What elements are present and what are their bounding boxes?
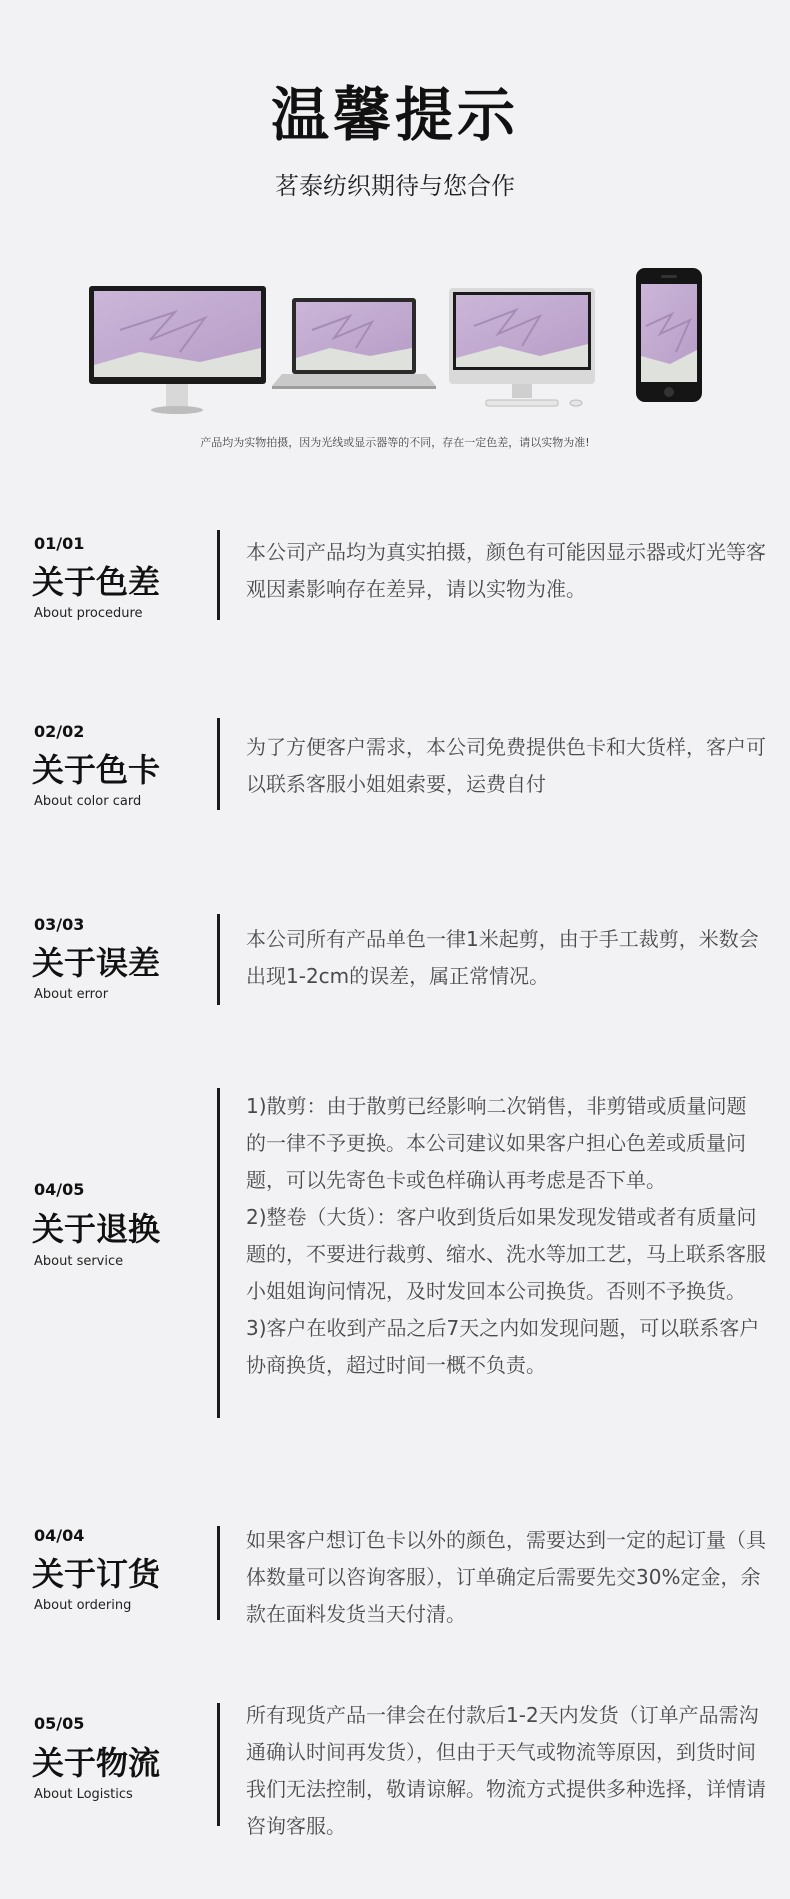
- section-paragraph: 2)整卷（大货）：客户收到货后如果发现发错或者有质量问题的，不要进行裁剪、缩水、洗水等加工艺，马上联系客服小姐姐询问情况，及时发回本公司换货。否则不予换货。: [246, 1205, 766, 1303]
- section-paragraph: 为了方便客户需求，本公司免费提供色卡和大货样，客户可以联系客服小姐姐索要，运费自付: [246, 735, 766, 796]
- desktop-monitor-icon: [89, 286, 266, 414]
- section-divider: [217, 1526, 220, 1620]
- section-number: 04/05: [34, 1180, 85, 1199]
- section-divider: [217, 1703, 220, 1826]
- section-paragraph: 1)散剪：由于散剪已经影响二次销售，非剪错或质量问题的一律不予更换。本公司建议如果客户担心色差或质量问题，可以先寄色卡或色样确认再考虑是否下单。: [246, 1094, 747, 1192]
- section-divider: [217, 1088, 220, 1418]
- section-title: 关于订货: [32, 1555, 161, 1593]
- laptop-icon: [272, 298, 436, 389]
- section-title: 关于物流: [32, 1744, 161, 1782]
- section-paragraph: 本公司产品均为真实拍摄，颜色有可能因显示器或灯光等客观因素影响存在差异，请以实物为准。: [246, 540, 766, 601]
- section-number: 04/04: [34, 1526, 85, 1545]
- section-divider: [217, 914, 220, 1005]
- section-number: 01/01: [34, 534, 85, 553]
- section-subtitle: About procedure: [34, 606, 143, 621]
- section-subtitle: About service: [34, 1254, 124, 1269]
- section-title: 关于色卡: [32, 751, 161, 789]
- section-body: [246, 1088, 766, 1384]
- section-subtitle: About ordering: [34, 1598, 132, 1613]
- section-paragraph: 3)客户在收到产品之后7天之内如发现问题，可以联系客户协商换货，超过时间一概不负责。: [246, 1316, 760, 1377]
- section-paragraph: 所有现货产品一律会在付款后1-2天内发货（订单产品需沟通确认时间再发货），但由于天气或物流等原因，到货时间我们无法控制，敬请谅解。物流方式提供多种选择，详情请咨询客服。: [246, 1703, 766, 1838]
- smartphone-icon: [636, 268, 702, 402]
- section-body: [246, 921, 766, 995]
- section-title: 关于退换: [32, 1210, 161, 1248]
- section-title: 关于误差: [32, 944, 161, 982]
- section-body: [246, 1522, 766, 1633]
- section-number: 05/05: [34, 1714, 85, 1733]
- section-body: [246, 1697, 766, 1845]
- page-title: 温馨提示: [270, 81, 519, 149]
- section-divider: [217, 530, 220, 620]
- section-paragraph: 如果客户想订色卡以外的颜色，需要达到一定的起订量（具体数量可以咨询客服），订单确定后需要先交30%定金，余款在面料发货当天付清。: [246, 1528, 766, 1626]
- section-title: 关于色差: [32, 563, 161, 601]
- section-subtitle: About Logistics: [34, 1787, 133, 1802]
- section-number: 02/02: [34, 722, 85, 741]
- section-subtitle: About error: [34, 987, 109, 1002]
- page-subtitle: 茗泰纺织期待与您合作: [275, 172, 515, 200]
- section-body: [246, 534, 766, 608]
- section-divider: [217, 718, 220, 810]
- section-subtitle: About color card: [34, 794, 142, 809]
- section-body: [246, 729, 766, 803]
- section-number: 03/03: [34, 915, 85, 934]
- section-paragraph: 本公司所有产品单色一律1米起剪，由于手工裁剪，米数会出现1-2cm的误差，属正常情况。: [246, 927, 759, 988]
- devices-caption: 产品均为实物拍摄，因为光线或显示器等的不同，存在一定色差，请以实物为准!: [200, 436, 590, 449]
- imac-icon: [449, 288, 595, 406]
- device-illustration: [0, 260, 790, 430]
